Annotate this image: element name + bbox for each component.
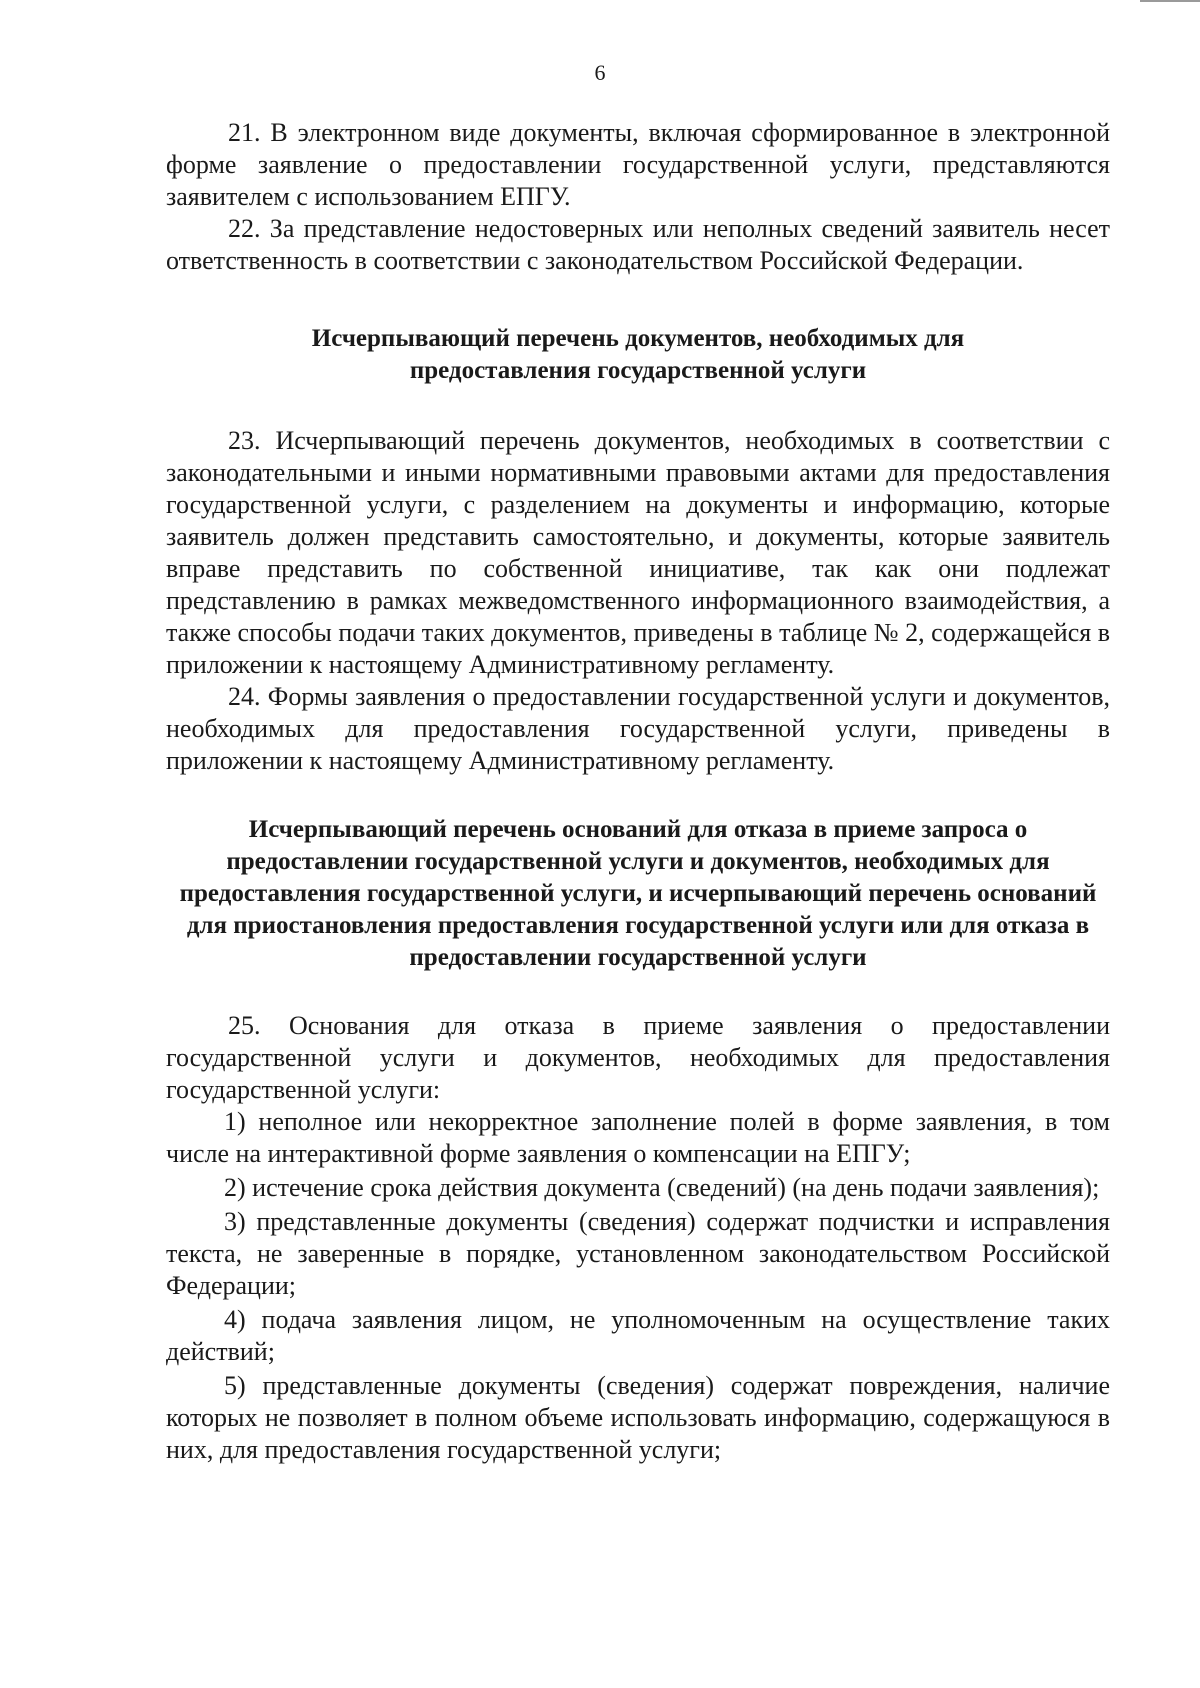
paragraph-21: 21. В электронном виде документы, включая сформированное в электронной форме заявление о предоставлении государственной услуги, представляются заявителем с использованием ЕПГУ. [166,118,1110,211]
page-number: 6 [594,60,606,85]
list-item-2: 2) истечение срока действия документа (сведений) (на день подачи заявления); [224,1173,1100,1202]
list-item-4: 4) подача заявления лицом, не уполномоченным на осуществление таких действий; [166,1305,1110,1366]
paragraph-23: 23. Исчерпывающий перечень документов, необходимых в соответствии с законодательными и иными нормативными правовыми актами для предоставления государственной услуги, с разделением на документы и информацию, которые заявитель должен представить самостоятельно, и документы, которые заявитель вправе представить по собственной инициативе, так как они подлежат представлению в рамках межведомственного информационного взаимодействия, а также способы подачи таких документов, приведены в таблице № 2, содержащейся в приложении к настоящему Административному регламенту. [166,426,1110,679]
list-item-3: 3) представленные документы (сведения) содержат подчистки и исправления текста, не заверенные в порядке, установленном законодательством Российской Федерации; [166,1207,1110,1300]
document-body [166,117,1110,1468]
scan-edge-mark [1140,0,1200,2]
section-heading-refusal-grounds: Исчерпывающий перечень оснований для отказа в приеме запроса о предоставлении государственной услуги и документов, необходимых для предоставления государственной услуги, и исчерпывающий перечень оснований для приостановления предоставления государственной услуги или для отказа в предоставлении государственной услуги [179,816,1097,971]
paragraph-25: 25. Основания для отказа в приеме заявления о предоставлении государственной услуги и документов, необходимых для предоставления государственной услуги: [166,1011,1110,1104]
list-item-5: 5) представленные документы (сведения) содержат повреждения, наличие которых не позволяет в полном объеме использовать информацию, содержащуюся в них, для предоставления государственной услуги; [166,1371,1110,1464]
list-item-1: 1) неполное или некорректное заполнение полей в форме заявления, в том числе на интерактивной форме заявления о компенсации на ЕПГУ; [166,1107,1110,1168]
section-heading-documents: Исчерпывающий перечень документов, необходимых для предоставления государственной услуги [311,325,965,384]
paragraph-24: 24. Формы заявления о предоставлении государственной услуги и документов, необходимых для предоставления государственной услуги, приведены в приложении к настоящему Административному регламенту. [166,682,1110,775]
paragraph-22: 22. За представление недостоверных или неполных сведений заявитель несет ответственность в соответствии с законодательством Российской Федерации. [166,214,1110,275]
